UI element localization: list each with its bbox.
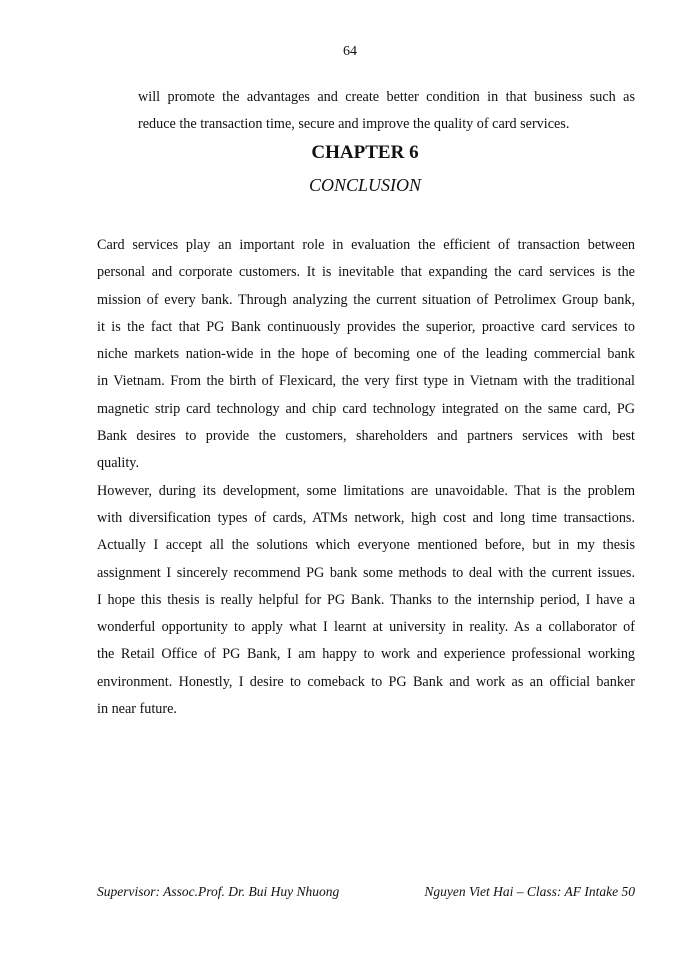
body-line: environment. Honestly, I desire to comeback to PG Bank and work as an official banker	[97, 673, 635, 690]
body-line: quality.	[97, 455, 140, 472]
body-line: it is the fact that PG Bank continuously provides the superior, proactive card services to	[97, 318, 635, 335]
footer-author: Nguyen Viet Hai – Class: AF Intake 50	[424, 884, 635, 899]
body-line: with diversification types of cards, ATMs network, high cost and long time transactions.	[97, 509, 635, 526]
conclusion-body	[97, 232, 635, 723]
footer-supervisor: Supervisor: Assoc.Prof. Dr. Bui Huy Nhuong	[97, 884, 340, 899]
body-line: I hope this thesis is really helpful for PG Bank. Thanks to the internship period, I have a	[97, 591, 635, 608]
intro-line: reduce the transaction time, secure and improve the quality of card services.	[138, 116, 570, 132]
intro-line: will promote the advantages and create better condition in that business such as	[138, 89, 635, 105]
body-line: mission of every bank. Through analyzing the current situation of Petrolimex Group bank,	[97, 291, 635, 308]
body-line: personal and corporate customers. It is inevitable that expanding the card services is the	[97, 264, 635, 281]
page-number: 64	[343, 44, 357, 59]
body-line: magnetic strip card technology and chip card technology integrated on the same card, PG	[97, 400, 635, 417]
chapter-number: CHAPTER 6	[311, 142, 419, 163]
body-line: wonderful opportunity to apply what I learnt at university in reality. As a collaborator of	[97, 619, 635, 636]
body-line: in near future.	[97, 701, 177, 718]
body-line: niche markets nation-wide in the hope of becoming one of the leading commercial bank	[97, 346, 635, 363]
body-line: Bank desires to provide the customers, shareholders and partners services with best	[97, 428, 635, 445]
body-line: However, during its development, some limitations are unavoidable. That is the problem	[97, 482, 635, 499]
page-footer	[97, 884, 635, 900]
body-line: Card services play an important role in evaluation the efficient of transaction between	[97, 237, 635, 253]
body-line: Actually I accept all the solutions which everyone mentioned before, but in my thesis	[97, 537, 635, 554]
chapter-title: CONCLUSION	[308, 175, 422, 195]
body-line: assignment I sincerely recommend PG bank some methods to deal with the current issues.	[97, 564, 635, 581]
intro-paragraph	[138, 84, 635, 138]
body-line: the Retail Office of PG Bank, I am happy to work and experience professional working	[97, 646, 635, 663]
body-line: in Vietnam. From the birth of Flexicard, the very first type in Vietnam with the traditional	[97, 373, 635, 390]
